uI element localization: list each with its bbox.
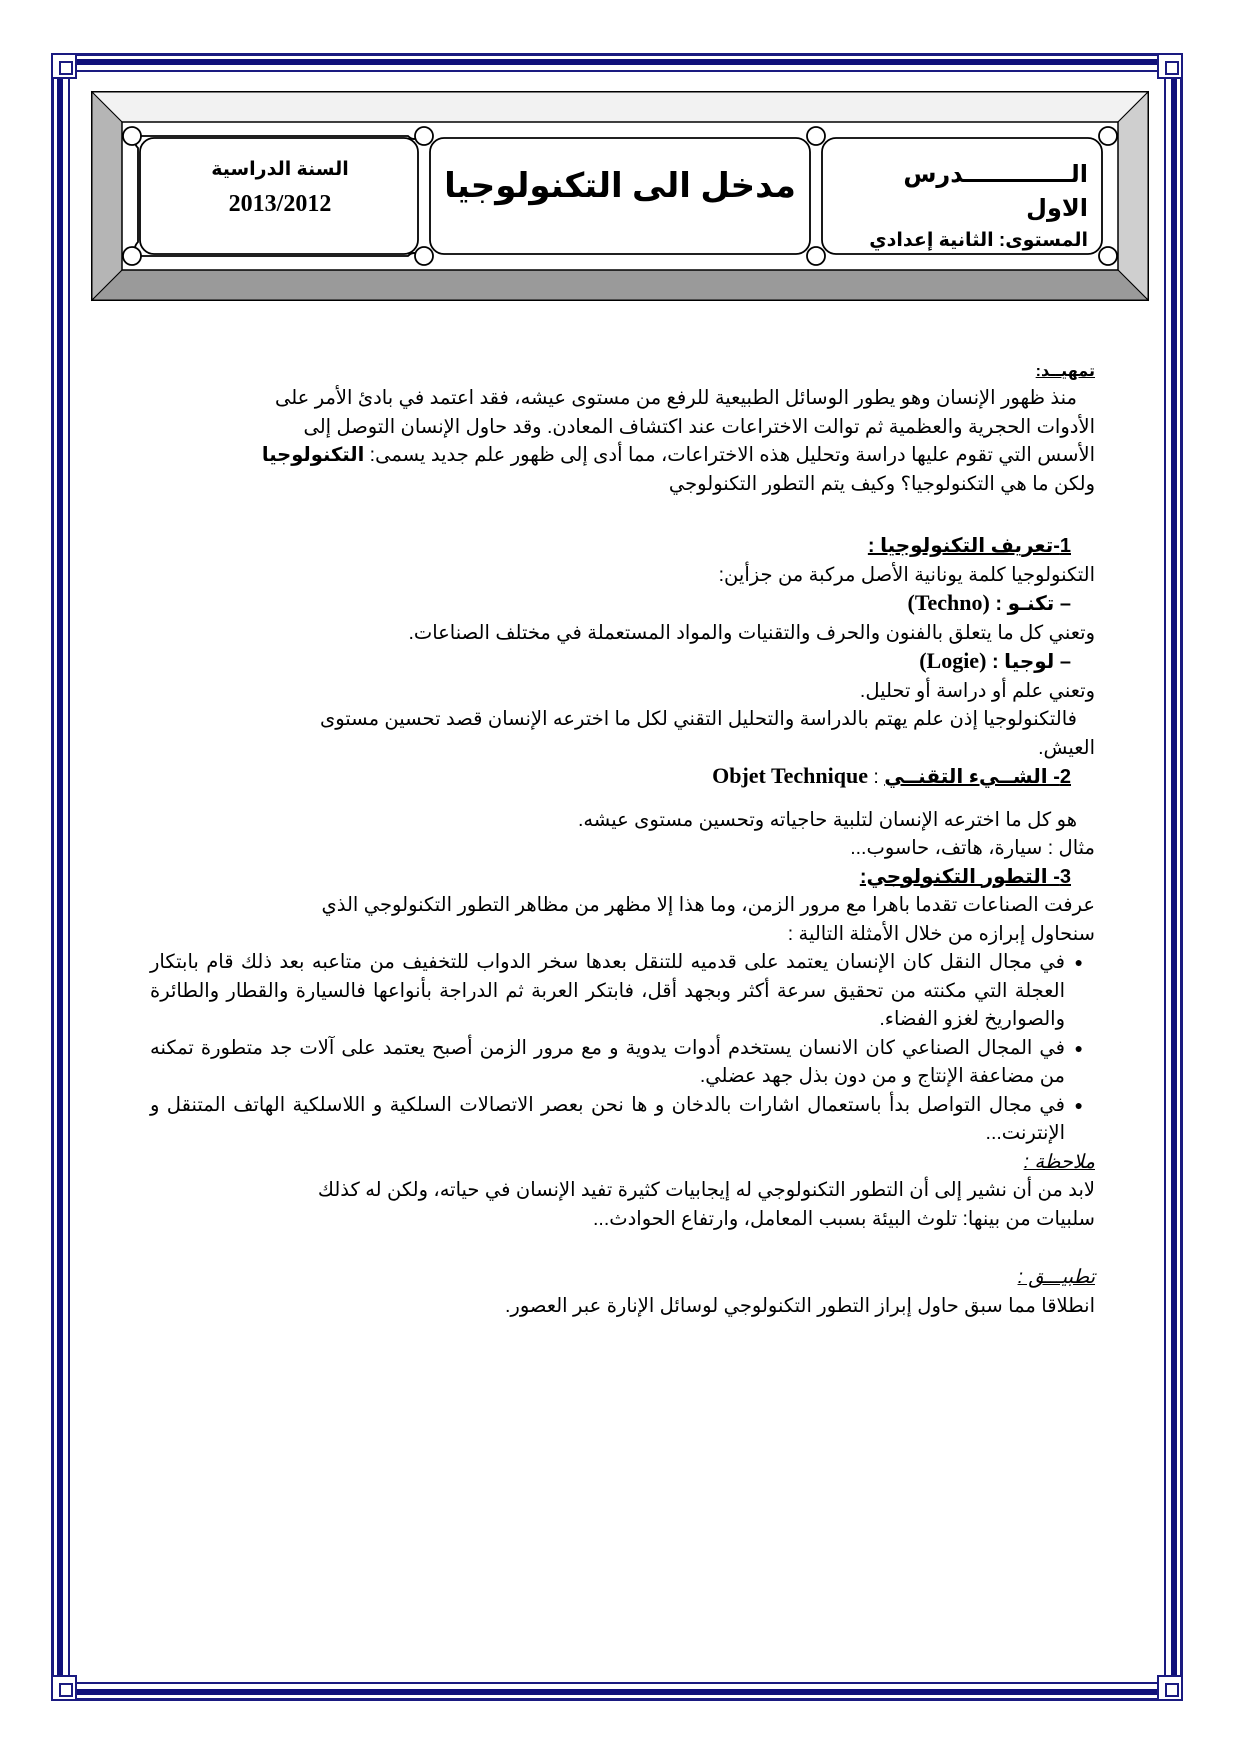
section2-example: مثال : سيارة، هاتف، حاسوب... [850, 837, 1095, 859]
section1-heading: 1-تعريف التكنولوجيا : [867, 535, 1071, 557]
list-item: ● في المجال الصناعي كان الانسان يستخدم أدوات يدوية و مع مرور الزمن أصبح يعتمد على آلات جد متطورة تمكنه من مضاعفة الإنتاج و من دون بذل جهد عضلي. [150, 1034, 1095, 1091]
lesson-label: الـــــــــــــدرس الاول [903, 161, 1088, 222]
list-item: ● في مجال النقل كان الإنسان يعتمد على قدميه للتنقل بعدها سخر الدواب للتخفيف من متاعبه بعد ذلك قام بابتكار العجلة التي مكنته من تحقيق سرعة أكثر وبجهد أقل، فابتكر العربة ثم الدراجة بأنواعها فالسيارة والقطار والطائرة والصواريخ لغزو الفضاء. [150, 948, 1095, 1034]
exercise-text: انطلاقا مما سبق حاول إبراز التطور التكنولوجي لوسائل الإنارة عبر العصور. [505, 1294, 1095, 1317]
school-year-label: السنة الدراسية [211, 159, 349, 180]
techno-description: وتعني كل ما يتعلق بالفنون والحرف والتقنيات والمواد المستعملة في مختلف الصناعات. [408, 621, 1095, 644]
note-line-2: سلبيات من بينها: تلوث البيئة بسبب المعامل، وارتفاع الحوادث... [592, 1207, 1095, 1230]
note-heading: ملاحظة : [1023, 1150, 1095, 1173]
section3-heading: 3- التطور التكنولوجي: [859, 865, 1071, 888]
section3-intro-2: سنحاول إبرازه من خلال الأمثلة التالية : [787, 922, 1095, 945]
section2-heading: 2- الشــيء التقنــي : Objet Technique [712, 763, 1071, 788]
exercise-heading: تطبيـــق : [1017, 1266, 1095, 1288]
intro-keyword: التكنولوجيا [261, 444, 365, 466]
intro-line-1: منذ ظهور الإنسان وهو يطور الوسائل الطبيعية للرفع من مستوى عيشه، فقد اعتمد في بادئ الأمر على [274, 387, 1077, 409]
lesson-body [150, 360, 1095, 1320]
header-right-panel [838, 158, 1088, 256]
corner-ornament-bottom-left [51, 1675, 77, 1701]
techno-line: – تكنـو : (Techno) [907, 590, 1071, 615]
intro-line-3: الأسس التي تقوم عليها دراسة وتحليل هذه الاختراعات، مما أدى إلى ظهور علم جديد يسمى: التكنولوجيا [261, 444, 1095, 466]
intro-heading: تمهيــد: [1035, 363, 1095, 380]
section1-definition: التكنولوجيا كلمة يونانية الأصل مركبة من جزأين: [718, 563, 1095, 586]
logie-line: – لوجيا : (Logie) [919, 648, 1071, 673]
corner-ornament-bottom-right [1157, 1675, 1183, 1701]
section1-conclusion-end: العيش. [1038, 736, 1095, 759]
level-label: المستوى: الثانية إعدادي [869, 230, 1088, 251]
section2-definition: هو كل ما اخترعه الإنسان لتلبية حاجياته وتحسين مستوى عيشه. [577, 808, 1077, 831]
header-left-panel [150, 154, 410, 222]
note-line-1: لابد من أن نشير إلى أن التطور التكنولوجي له إيجابيات كثيرة تفيد الإنسان في حياته، ولكن له كذلك [317, 1179, 1095, 1201]
section1-conclusion: فالتكنولوجيا إذن علم يهتم بالدراسة والتحليل التقني لكل ما اخترعه الإنسان قصد تحسين مستوى [319, 708, 1077, 730]
logie-description: وتعني علم أو دراسة أو تحليل. [859, 679, 1095, 702]
intro-line-2: الأدوات الحجرية والعظمية ثم توالت الاختراعات عند اكتشاف المعادن. وقد حاول الإنسان التوصل إلى [303, 415, 1095, 438]
intro-line-4: ولكن ما هي التكنولوجيا؟ وكيف يتم التطور التكنولوجي [668, 472, 1095, 495]
school-year-value: 2013/2012 [228, 191, 332, 217]
section3-intro-1: عرفت الصناعات تقدما باهرا مع مرور الزمن، وما هذا إلا مظهر من مظاهر التطور التكنولوجي الذي [321, 894, 1095, 916]
examples-list [150, 948, 1095, 1148]
page-title: مدخل الى التكنولوجيا [444, 167, 796, 205]
list-item: ● في مجال التواصل بدأ باستعمال اشارات بالدخان و ها نحن بعصر الاتصالات السلكية و اللاسلكية الهاتف المتنقل و الإنترنت... [150, 1091, 1095, 1148]
